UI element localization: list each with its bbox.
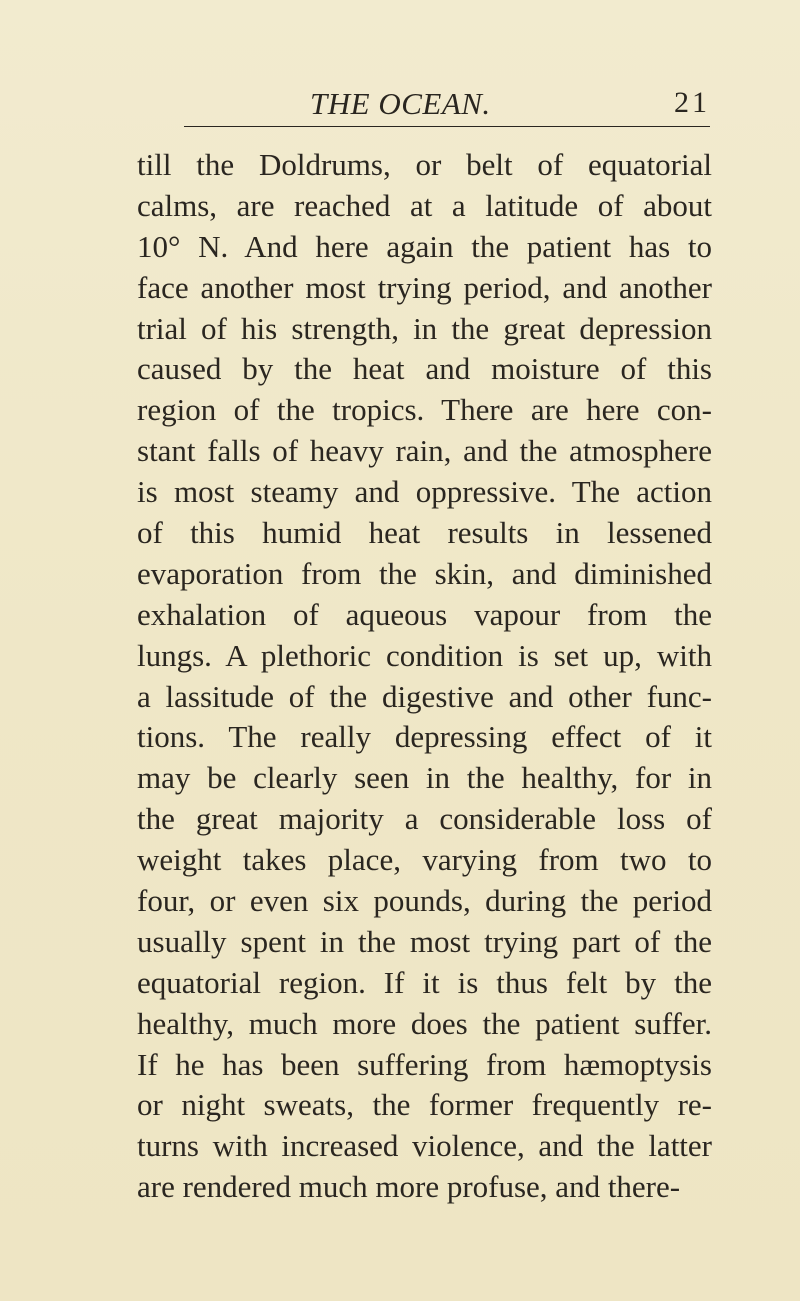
text-line: trial of his strength, in the great depression bbox=[137, 310, 712, 346]
header-rule bbox=[184, 126, 710, 127]
text-line: till the Doldrums, or belt of equatorial bbox=[137, 147, 712, 182]
running-title: THE OCEAN. bbox=[310, 86, 491, 121]
text-line: turns with increased violence, and the latter bbox=[137, 1128, 712, 1164]
running-head bbox=[150, 82, 710, 122]
page-number: 21 bbox=[674, 86, 710, 119]
text-line: is most steamy and oppressive. The action bbox=[137, 474, 712, 510]
text-line: healthy, much more does the patient suffer. bbox=[137, 1005, 712, 1041]
text-line: calms, are reached at a latitude of about bbox=[137, 187, 712, 223]
text-line: stant falls of heavy rain, and the atmosphere bbox=[137, 433, 712, 469]
text-line: evaporation from the skin, and diminished bbox=[137, 555, 712, 591]
text-line: tions. The really depressing effect of it bbox=[137, 719, 712, 755]
text-line: four, or even six pounds, during the period bbox=[137, 883, 712, 919]
text-line: If he has been suffering from hæmoptysis bbox=[137, 1046, 712, 1082]
text-line: may be clearly seen in the healthy, for in bbox=[137, 760, 712, 796]
text-line: face another most trying period, and another bbox=[137, 269, 712, 305]
text-line: weight takes place, varying from two to bbox=[137, 842, 712, 878]
text-line: the great majority a considerable loss of bbox=[137, 801, 712, 837]
body-text bbox=[137, 145, 712, 1208]
text-line: caused by the heat and moisture of this bbox=[137, 351, 712, 387]
text-line: are rendered much more profuse, and there- bbox=[137, 1169, 681, 1205]
text-line: of this humid heat results in lessened bbox=[137, 515, 712, 551]
text-line: 10° N. And here again the patient has to bbox=[137, 228, 712, 264]
text-line: equatorial region. If it is thus felt by the bbox=[137, 964, 712, 1000]
text-line: or night sweats, the former frequently re- bbox=[137, 1087, 712, 1123]
text-line: lungs. A plethoric condition is set up, with bbox=[137, 637, 712, 673]
text-line: a lassitude of the digestive and other func- bbox=[137, 678, 712, 714]
text-line: exhalation of aqueous vapour from the bbox=[137, 596, 712, 632]
text-line: region of the tropics. There are here con- bbox=[137, 392, 712, 428]
text-line: usually spent in the most trying part of the bbox=[137, 923, 712, 959]
